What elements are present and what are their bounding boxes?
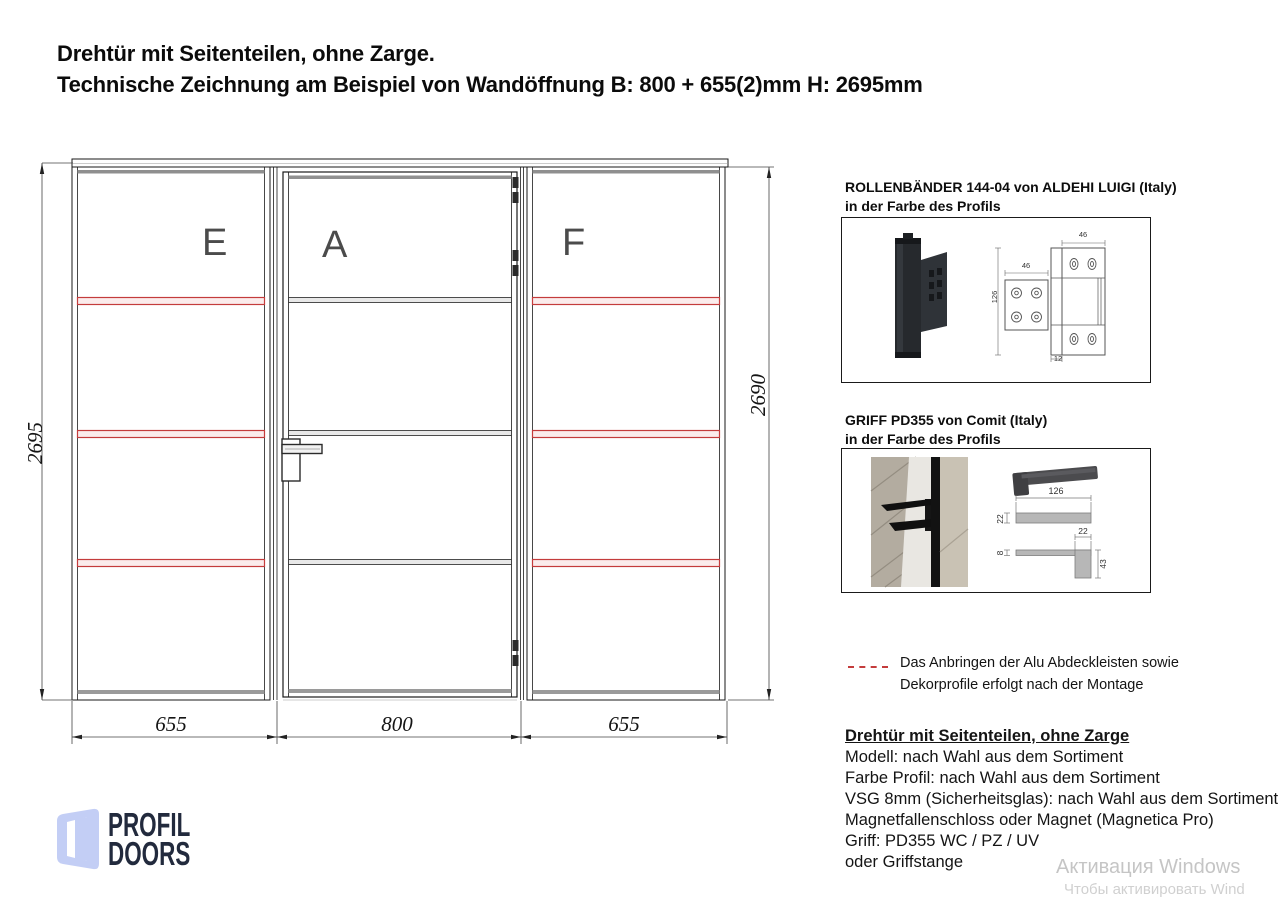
legend-red-line xyxy=(848,666,888,668)
hinge-dim-barrel: 12 xyxy=(1053,354,1063,363)
panel-label-a: A xyxy=(322,224,348,266)
hinge-photo xyxy=(873,230,956,370)
logo-text-line1: PROFIL xyxy=(108,806,191,843)
hinge-box-title xyxy=(845,178,1177,215)
spec-line-bar: oder Griffstange xyxy=(845,853,964,871)
handle-dim-bar-height: 22 xyxy=(995,514,1005,524)
hinge-dim-right-plate: 46 xyxy=(1078,230,1088,239)
spec-line-glass: VSG 8mm (Sicherheitsglas): nach Wahl aus dem Sortiment xyxy=(845,790,1278,808)
spec-heading: Drehtür mit Seitenteilen, ohne Zarge xyxy=(845,727,1130,745)
logo-text-line2: DOORS xyxy=(108,835,191,872)
panel-label-e: E xyxy=(202,222,228,264)
hinge-dim-left-plate: 46 xyxy=(1021,261,1031,270)
hinge-box-title-line2: in der Farbe des Profils xyxy=(845,197,1001,214)
hinge-dim-height: 126 xyxy=(990,290,999,304)
hinge-box-title-line1: ROLLENBÄNDER 144-04 von ALDEHI LUIGI (Italy) xyxy=(845,179,1177,195)
handle-dim-hook-width: 22 xyxy=(1078,526,1088,536)
handle-dim-length: 126 xyxy=(1048,486,1064,496)
logo-text xyxy=(108,806,191,872)
handle-photo xyxy=(871,457,968,587)
door-logo-icon xyxy=(55,808,102,870)
dim-width-left: 655 xyxy=(155,712,187,736)
spec-line-color: Farbe Profil: nach Wahl aus dem Sortiment xyxy=(845,769,1160,787)
handle-box-title-line1: GRIFF PD355 von Comit (Italy) xyxy=(845,412,1048,428)
dim-height-right: 2690 xyxy=(746,374,770,416)
windows-activation-watermark: Активация Windows xyxy=(1056,856,1241,878)
handle-dim-plate-thickness: 8 xyxy=(995,550,1005,556)
spec-block xyxy=(845,726,1278,873)
dim-width-center: 800 xyxy=(381,712,413,736)
panel-label-f: F xyxy=(562,222,586,264)
hinge-dimension-drawing xyxy=(995,240,1115,362)
page-title-line2: Technische Zeichnung am Beispiel von Wandöffnung B: 800 + 655(2)mm H: 2695mm xyxy=(57,72,923,97)
page-title-line1: Drehtür mit Seitenteilen, ohne Zarge. xyxy=(57,41,435,66)
spec-line-model: Modell: nach Wahl aus dem Sortiment xyxy=(845,748,1124,766)
dim-width-right: 655 xyxy=(608,712,640,736)
legend-text-line2: Dekorprofile erfolgt nach der Montage xyxy=(900,676,1144,693)
handle-dimension-drawing xyxy=(995,458,1110,583)
dim-height-left: 2695 xyxy=(23,422,47,464)
spec-line-lock: Magnetfallenschloss oder Magnet (Magnetica Pro) xyxy=(845,811,1214,829)
handle-dim-hook-depth: 43 xyxy=(1098,559,1108,569)
legend-text-line1: Das Anbringen der Alu Abdeckleisten sowie xyxy=(900,655,1179,671)
windows-activation-watermark-line2: Чтобы активировать Wind xyxy=(1064,881,1245,898)
spec-line-handle: Griff: PD355 WC / PZ / UV xyxy=(845,832,1040,850)
handle-box-title xyxy=(845,411,1047,448)
legend-text xyxy=(900,653,1179,696)
handle-box-title-line2: in der Farbe des Profils xyxy=(845,430,1001,447)
